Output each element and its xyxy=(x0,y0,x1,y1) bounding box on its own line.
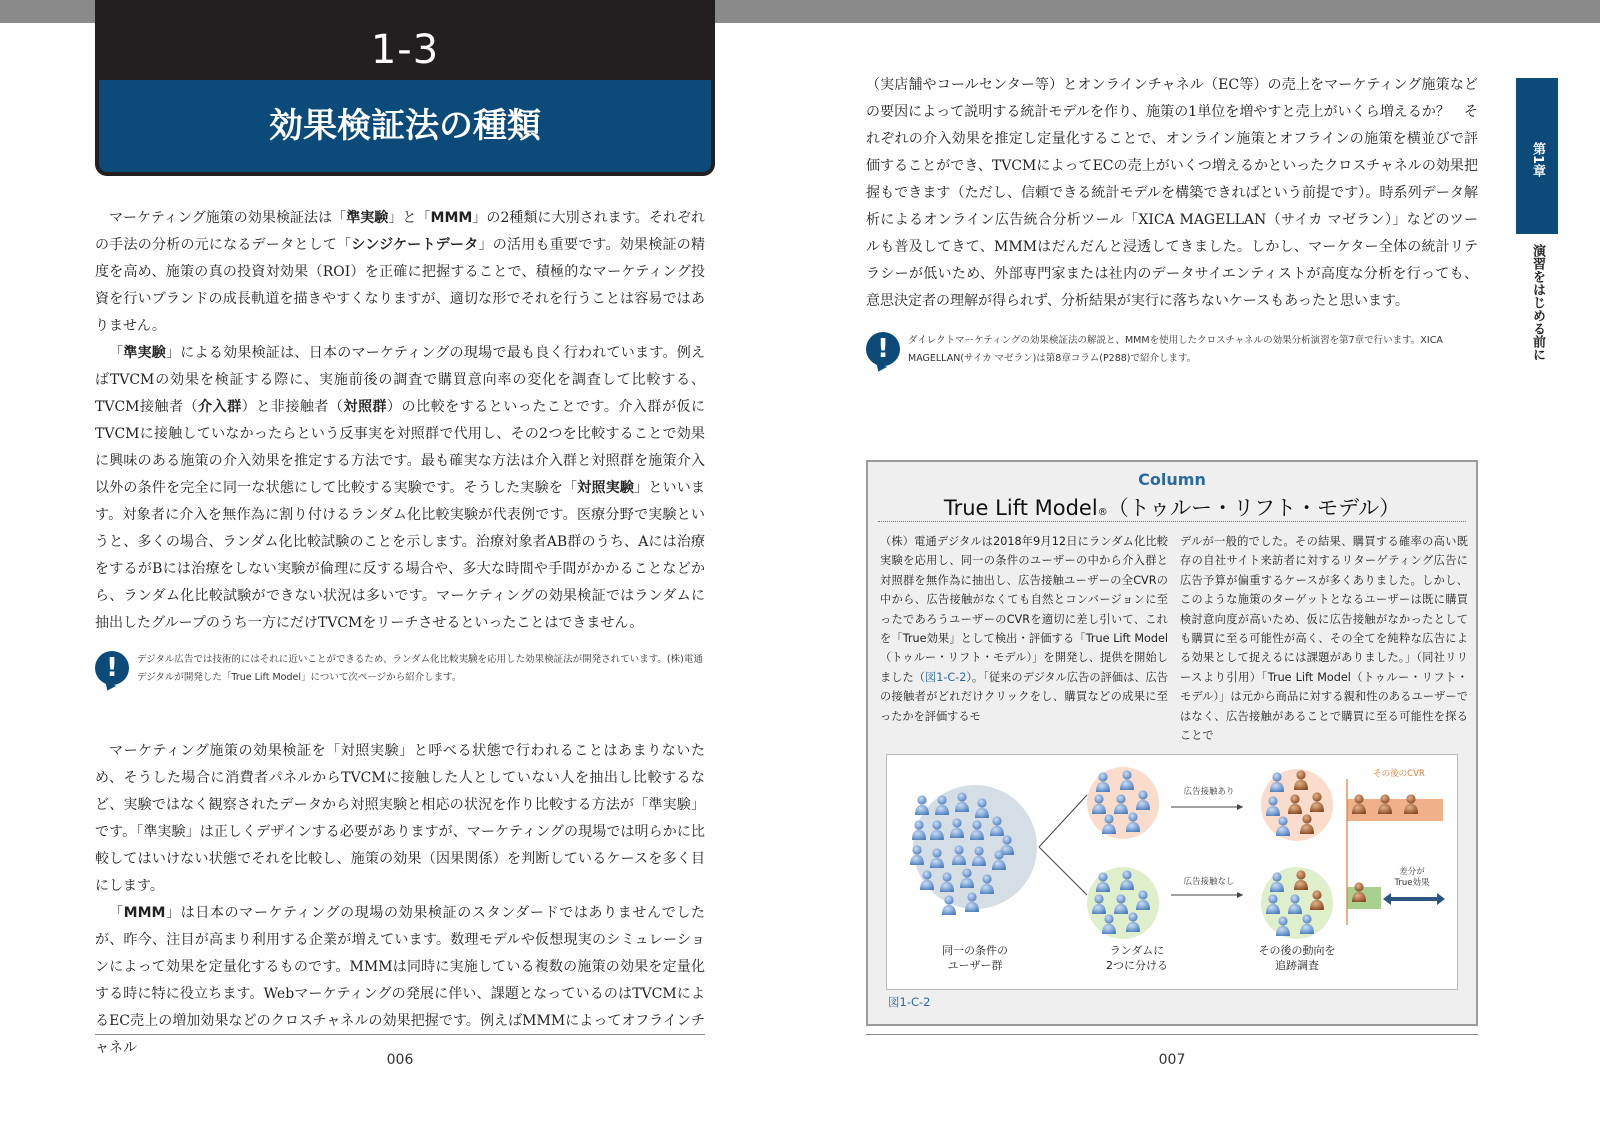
cvr-exposed-user-0-head xyxy=(1354,794,1363,803)
true-effect-arrow-right xyxy=(1437,893,1445,905)
user-icon-19-body xyxy=(942,905,956,915)
section-header xyxy=(95,0,715,176)
paragraph-mmm: 「MMM」は日本のマーケティングの現場の効果検証のスタンダードではありませんでしたが、昨今、注目が高まり利用する企業が増えています。数理モデルや仮想現実のシミュレーションによって効果を定量化するものです。MMMは同時に実施している複数の施策の効果を定量化する時に特に役立ちます。Webマーケティングの発展に伴い、課題となっているのはTVCMによるEC売上の増加効果などのクロスチャネルの効果把握です。例えばMMMによってオフラインチャネル xyxy=(95,905,706,1056)
section-number: 1-3 xyxy=(95,0,715,80)
control-user-1-head xyxy=(1122,870,1131,879)
label-ad-exposed: 広告接触あり xyxy=(1183,787,1235,797)
user-icon-2-head xyxy=(957,792,966,801)
bold-term: MMM xyxy=(430,210,473,226)
control-user-6-head xyxy=(1128,912,1137,921)
user-icon-6-head xyxy=(952,818,961,827)
user-icon-7-head xyxy=(972,820,981,829)
result-control-user-2-head xyxy=(1268,894,1277,903)
cvr-exposed-user-2-head xyxy=(1406,794,1415,803)
exposed-user-4-head xyxy=(1138,790,1147,799)
column-text-right: デルが一般的でした。その結果、購買する確率の高い既存の自社サイト来訪者に対するリターゲティング広告に広告予算が偏重するケースが多くありました。しかし、このような施策のターゲットとなるユーザーは既に購買検討意向度が高いため、仮に広告接触がなかったとしても購買に至る可能性が高く、その全てを純粋な広告による効果として捉えるには課題がありました。」（同社リリースより引用）「True Lift Model（トゥルー・リフト・モデル）」は元から商品に対する親和性のあるユーザーではなく、広告接触があることで購買に至る可能性を探ることで xyxy=(1180,535,1468,743)
user-icon-17-head xyxy=(962,868,971,877)
paragraph-quasi-experiment: 「準実験」による効果検証は、日本のマーケティングの現場で最も良く行われています。例えばTVCMの効果を検証する際に、実施前後の調査で購買意向率の変化を調査して比較する、TVCM接触者（介入群）と非接触者（対照群）の比較をするといったことです。介入群が仮にTVCMに接触していなかったらという反事実を対照群で代用し、その2つを比較することで効果に興味のある施策の介入効果を推定する方法です。最も確実な方法は介入群と対照群を施策介入以外の条件を完全に同一な状態にして比較する実験です。そうした実験を「対照実験」といいます。対象者に介入を無作為に割り付けるランダム化比較実験が代表例です。医療分野で実験というと、多くの場合、ランダム化比較試験のことを示します。治療対象者AB群のうち、Aには治療をするがBには治療をしない実験が倫理に反する場合や、多大な時間や手間がかかることなどから、ランダム化比較試験ができない状況は多いです。マーケティングの効果検証ではランダムに抽出したグループのうち一方にだけTVCMをリーチさせるといったことはできません。 xyxy=(95,345,706,631)
cvr-exposed-user-1-head xyxy=(1380,794,1389,803)
exclamation-icon: ! xyxy=(95,651,129,685)
user-icon-1-head xyxy=(937,795,946,804)
result-exposed-user-6-head xyxy=(1302,814,1311,823)
true-lift-diagram xyxy=(886,754,1458,990)
exposed-user-6-head xyxy=(1128,812,1137,821)
user-icon-0-head xyxy=(917,795,926,804)
left-note-text: デジタル広告では技術的にはそれに近いことができるため、ランダム化比較実験を応用した効果検証法が開発されています。(株)電通デジタルが開発した「True Lift Model」について次ページから紹介します。 xyxy=(137,654,703,683)
bold-term: 介入群 xyxy=(198,399,242,415)
result-exposed-user-4-head xyxy=(1312,792,1321,801)
result-control-user-5-head xyxy=(1278,916,1287,925)
result-control-user-6-head xyxy=(1302,914,1311,923)
label-after-cvr: その後のCVR xyxy=(1373,769,1425,779)
label-follow-up: その後の動向を 追跡調査 xyxy=(1258,944,1336,972)
label-true-effect: 差分が True効果 xyxy=(1394,867,1430,888)
label-ad-unexposed: 広告接触なし xyxy=(1183,877,1235,887)
user-icon-19-head xyxy=(944,895,953,904)
user-icon-10-head xyxy=(912,845,921,854)
split-line-bottom xyxy=(1039,847,1087,895)
paragraph-mmm-continued: （実店舗やコールセンター等）とオンラインチャネル（EC等）の売上をマーケティング施策などの要因によって説明する統計モデルを作り、施策の1単位を増やすと売上がいくら増えるか？ それぞれの介入効果を推定し定量化することで、オンライン施策とオフラインの施策を横並びで評価することができ、TVCMによってECの売上がいくつ増えるかといったクロスチャネルの効果把握もできます（ただし、信頼できる統計モデルを構築できればという前提です）。時系列データ解析によるオンライン広告統合分析ツール「XICA MAGELLAN（サイカ マゼラン）」などのツールも普及してきて、MMMはだんだんと浸透してきました。しかし、マーケター全体の統計リテラシーが低いため、外部専門家または社内のデータサイエンティストが高度な分析を行っても、意思決定者の理解が得られず、分析結果が実行に落ちないケースもあったと思います。 xyxy=(866,77,1478,309)
label-random-split: ランダムに 2つに分ける xyxy=(1106,944,1168,972)
control-user-5-head xyxy=(1104,914,1113,923)
true-effect-arrow-left xyxy=(1383,893,1391,905)
exclamation-icon: ! xyxy=(866,332,900,366)
column-text-left xyxy=(880,532,1168,726)
exposed-user-3-head xyxy=(1116,794,1125,803)
exposed-user-1-head xyxy=(1122,770,1131,779)
registered-mark: ® xyxy=(1097,507,1108,518)
paragraph-quasi-definition: マーケティング施策の効果検証を「対照実験」と呼べる状態で行われることはあまりないため、そうした場合に消費者パネルからTVCMに接触した人としていない人を抽出し比較するなど、実験ではなく観察されたデータから対照実験と相応の状況を作り比較する方法が「準実験」です。「準実験」は正しくデザインする必要がありますが、マーケティングの現場では明らかに比較してはいけない状態でそれを比較し、施策の効果（因果関係）を判断しているケースを多く目にします。 xyxy=(95,743,705,894)
group-circle xyxy=(913,785,1037,909)
left-body-upper xyxy=(95,205,705,637)
column-title-ruby: （トゥルー・リフト・モデル） xyxy=(1107,496,1401,520)
column-text-left-post: ）。「従来のデジタル広告の評価は、広告の接触者がどれだけクリックをし、購買などの成果に至ったかを評価するモ xyxy=(880,670,1168,723)
bold-term: 対照群 xyxy=(343,399,388,415)
user-icon-4-head xyxy=(914,820,923,829)
control-user-2-head xyxy=(1094,894,1103,903)
column-box xyxy=(866,460,1478,1026)
result-exposed-user-2-head xyxy=(1268,796,1277,805)
bold-term: シンジケートデータ xyxy=(351,237,479,253)
exposed-user-0-head xyxy=(1098,772,1107,781)
right-note-text: ダイレクトマーケティングの効果検証法の解説と、MMMを使用したクロスチャネルの効果分析演習を第7章で行います。XICA MAGELLAN(サイカ マゼラン)は第8章コラム(P288)で紹介します。 xyxy=(908,335,1443,364)
user-icon-8-head xyxy=(992,816,1001,825)
bold-term: 準実験 xyxy=(123,345,167,361)
user-icon-16-head xyxy=(942,872,951,881)
user-icon-15-head xyxy=(922,870,931,879)
result-control-user-1-head xyxy=(1296,870,1305,879)
bold-term: 準実験 xyxy=(346,210,389,226)
exposed-user-2-head xyxy=(1094,794,1103,803)
bold-term: MMM xyxy=(123,905,166,921)
top-bar-right xyxy=(800,0,1600,23)
figure-caption: 図1-C-2 xyxy=(888,995,931,1009)
figure-reference-link[interactable]: 図1-C-2 xyxy=(924,670,967,684)
result-exposed-user-0-head xyxy=(1272,772,1281,781)
user-icon-14-head xyxy=(994,850,1003,859)
control-user-4-head xyxy=(1138,890,1147,899)
result-control-user-3-head xyxy=(1290,894,1299,903)
user-icon-11-head xyxy=(932,848,941,857)
paragraph-intro: マーケティング施策の効果検証法は「準実験」と「MMM」の2種類に大別されます。それぞれの手法の分析の元になるデータとして「シンジケートデータ」の活用も重要です。効果検証の精度を高め、施策の真の投資対効果（ROI）を正確に把握することで、積極的なマーケティング投資を行いブランドの成長軌道を描きやすくなりますが、適切な形でそれを行うことは容易ではありません。 xyxy=(95,210,705,334)
chapter-tab[interactable]: 第1章 xyxy=(1516,78,1558,234)
result-exposed-user-3-head xyxy=(1290,794,1299,803)
user-icon-13-head xyxy=(974,846,983,855)
exposed-user-5-head xyxy=(1104,814,1113,823)
arrow-exposed-head xyxy=(1237,804,1243,810)
result-control-user-0-head xyxy=(1272,872,1281,881)
page-number-left: 006 xyxy=(386,1052,414,1068)
user-icon-9-head xyxy=(1002,835,1011,844)
user-icon-3-head xyxy=(977,798,986,807)
split-line-top xyxy=(1039,795,1087,847)
bold-term: 対照実験 xyxy=(577,480,635,496)
column-title xyxy=(868,492,1476,522)
result-exposed-user-1-head xyxy=(1296,770,1305,779)
column-label: Column xyxy=(1138,470,1206,489)
right-footer-rule xyxy=(866,1034,1478,1035)
chapter-subtitle: 演習をはじめる前に xyxy=(1530,244,1545,361)
section-title: 効果検証法の種類 xyxy=(95,80,715,176)
column-title-divider xyxy=(878,521,1466,522)
cvr-control-user-0-head xyxy=(1354,882,1363,891)
control-user-0-head xyxy=(1098,872,1107,881)
column-title-main: True Lift Model xyxy=(943,496,1098,520)
column-text-left-pre: （株）電通デジタルは2018年9月12日にランダム化比較実験を応用し、同一の条件のユーザーの中から介入群と対照群を無作為に抽出し、広告接触ユーザーの全CVRの中から、広告接触がなくても自然とコンバージョンに至ったであろうユーザーのCVRを適切に差し引いて、これを「True効果」として検出・評価する「True Lift Model（トゥルー・リフト・モデル）」を開発し、提供を開始しました（ xyxy=(880,535,1168,684)
arrow-unexposed-head xyxy=(1237,892,1243,898)
label-same-users: 同一の条件の ユーザー群 xyxy=(942,944,1008,972)
user-icon-12-head xyxy=(954,845,963,854)
user-icon-20-head xyxy=(967,892,976,901)
right-body xyxy=(866,72,1478,315)
page-number-right: 007 xyxy=(1158,1052,1186,1068)
user-icon-0-body xyxy=(915,805,929,815)
user-icon-5-head xyxy=(932,820,941,829)
left-footer-rule xyxy=(95,1034,705,1035)
left-body-lower xyxy=(95,738,705,1062)
control-user-3-head xyxy=(1116,894,1125,903)
user-icon-18-head xyxy=(982,874,991,883)
result-control-user-4-head xyxy=(1312,890,1321,899)
result-exposed-user-5-head xyxy=(1278,816,1287,825)
